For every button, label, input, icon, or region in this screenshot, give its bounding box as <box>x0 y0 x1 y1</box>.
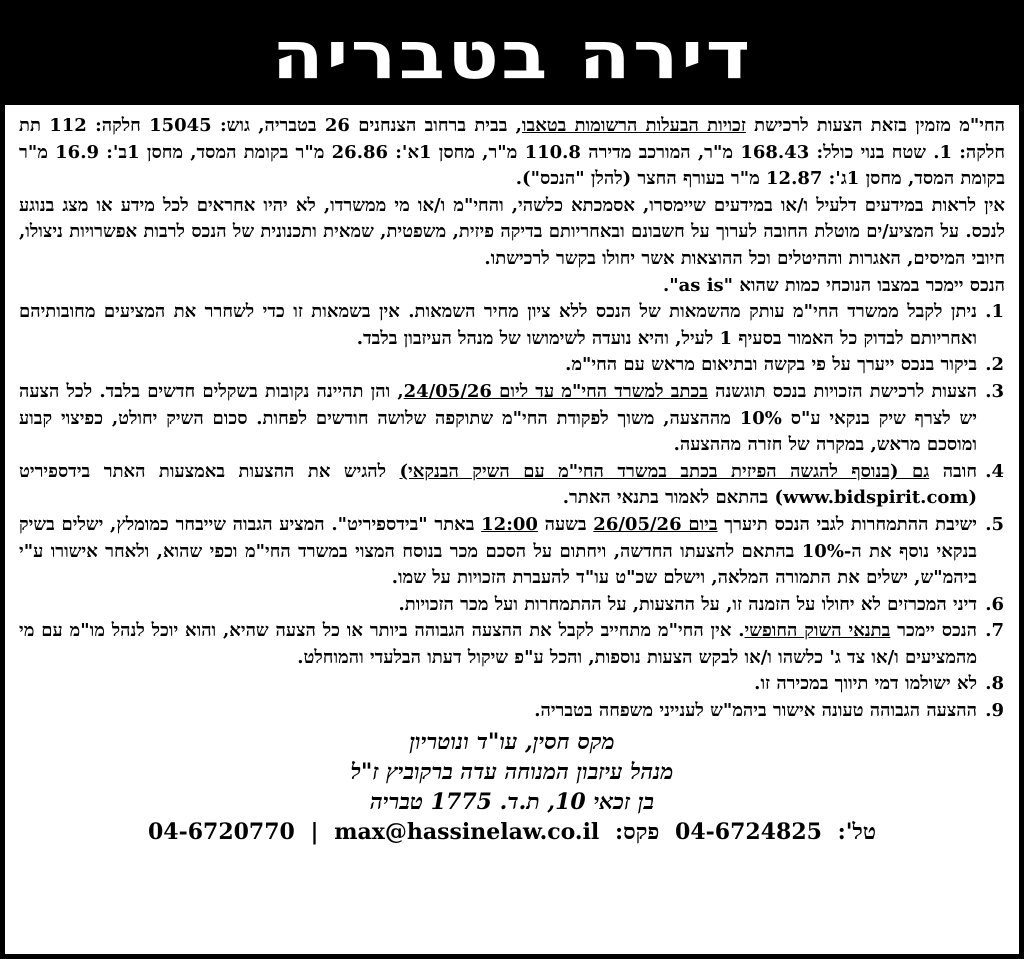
auction-date: ביום 26/05/26 <box>593 513 718 535</box>
signatory-address: בן זכאי 10, ת.ד. 1775 טבריה <box>369 788 655 815</box>
signatory-role: מנהל עיזבון המנוחה עדה ברקוביץ ז"ל <box>350 758 674 785</box>
list-item: 6. דיני המכרזים לא יחולו על הזמנה זו, על ההצעות, על ההתמחרות ועל מכר הזכויות. <box>19 592 979 619</box>
list-item: 5. ישיבת ההתמחרות לגבי הנכס תיערך ביום 26/05/26 בשעה 12:00 באתר "בידספיריט". המציע הגבוה שייבחר כמומלץ, ישלים בשיק בנקאי נוסף את ה-10% בהתאם להצעתו החדשה, ויחתום על הסכם מכר בנוסח המצוי במשרד החי"מ וכפי שהוא, ולאחר אישורו ע"י ביהמ"ש, ישלים את התמורה המלאה, וישלם שכ"ט עו"ד להעברת הזכויות על שמו. <box>19 512 979 592</box>
intro-paragraph-property: החי"מ מזמין בזאת הצעות לרכישת זכויות הבעלות הרשומות בטאבו, בבית ברחוב הצנחנים 26 בטבריה, גוש: 15045 חלקה: 112 תת חלקה: 1. שטח בנוי כולל: 168.43 מ"ר, המורכב מדירה 110.8 מ"ר, מחסן 1א': 26.86 מ"ר בקומת המסד, מחסן 1ב': 16.9 מ"ר בקומת המסד, מחסן 1ג': 12.87 מ"ר בעורף החצר (להלן "הנכס"). <box>19 115 1005 190</box>
submission-deadline: בכתב למשרד החי"מ עד ליום 24/05/26 <box>403 380 708 402</box>
fax-label: פקס: <box>614 818 660 845</box>
signatory-name: מקס חסין, עו"ד ונוטריון <box>409 728 615 755</box>
list-item: 8. לא ישולמו דמי תיווך במכירה זו. <box>19 671 979 698</box>
terms-list <box>19 299 1005 725</box>
intro-paragraph-as-is: הנכס יימכר במצבו הנוכחי כמות שהוא "as is". <box>662 274 1005 296</box>
property-address: בבית ברחוב הצנחנים 26 בטבריה <box>264 115 508 136</box>
fax-number: 04-6720770 <box>147 818 295 845</box>
email-address: max@hassinelaw.co.il <box>334 818 600 845</box>
signature-block <box>5 727 1019 817</box>
list-item: 9. ההצעה הגבוהה טעונה אישור ביהמ"ש לענייני משפחה בטבריה. <box>19 698 979 725</box>
phone-label: טל': <box>837 818 877 845</box>
intro-paragraph-disclaimer: אין לראות במידעים דלעיל ו/או במידעים שיימסרו, אסמכתא כלשהי, והחי"מ ו/או מי ממשרדו, לא יהיו אחראים לכל מידע או מצג בנוגע לנכס. על המציע/ים מוטלת החובה לערוך על חשבונם ובאחריותם בדיקה פיזית, משפטית, שמאית ותכנונית של הנכס לרבות אפשרויות ניצולו, חיובי המיסים, האגרות וההיטלים וכל ההוצאות אשר יחולו בקשר לרכישתו. <box>19 194 1005 269</box>
phone-number: 04-6724825 <box>675 818 822 845</box>
notice-body <box>5 105 1019 725</box>
list-item: 2. ביקור בנכס ייערך על פי בקשה ובתיאום מראש עם החי"מ. <box>19 352 979 379</box>
list-item: 1. ניתן לקבל ממשרד החי"מ עותק מהשמאות של הנכס ללא ציון מחיר השמאות. אין בשמאות זו כדי לשחרר את המציעים מחובותיהם ואחריותם לבדוק כל האמור בסעיף 1 לעיל, והיא נועדה לשימושו של מנהל העיזבון בלבד. <box>19 299 979 352</box>
bidspirit-url: www.bidspirit.com <box>783 487 969 509</box>
list-item: 3. הצעות לרכישת הזכויות בנכס תוגשנה בכתב למשרד החי"מ עד ליום 24/05/26, והן תהיינה נקובות בשקלים חדשים בלבד. לכל הצעה יש לצרף שיק בנקאי ע"ס 10% מההצעה, משוך לפקודת החי"מ שתוקפה שלושה חודשים לפחות. סכום השיק יחולט, כפיצוי קבוע ומוסכם מראש, במקרה של חזרה מההצעה. <box>19 379 979 459</box>
contact-line <box>5 817 1019 847</box>
auction-time: 12:00 <box>481 513 538 535</box>
page-title: דירה בטבריה <box>271 16 753 94</box>
list-item: 4. חובה גם (בנוסף להגשה הפיזית בכתב במשרד החי"מ עם השיק הבנקאי) להגיש את ההצעות באמצעות האתר בידספיריט (www.bidspirit.com) בהתאם לאמור בתנאי האתר. <box>19 459 979 512</box>
separator: | <box>310 818 319 845</box>
title-banner <box>5 5 1019 105</box>
as-is-term: as is <box>678 274 724 296</box>
list-item: 7. הנכס יימכר בתנאי השוק החופשי. אין החי"מ מתחייב לקבל את ההצעה הגבוהה ביותר או כל הצעה שהיא, והוא יוכל לנהל מו"מ עם מי מהמציעים ו/או צד ג' כלשהו ו/או לבקש הצעות נוספות, והכל ע"פ שיקול דעתו הבלעדי והמוחלט. <box>19 618 979 671</box>
ownership-rights: זכויות הבעלות הרשומות בטאבו <box>521 115 746 136</box>
bank-check-requirement: לכל הצעה יש לצרף שיק בנקאי ע"ס 10% מההצעה <box>19 380 977 429</box>
